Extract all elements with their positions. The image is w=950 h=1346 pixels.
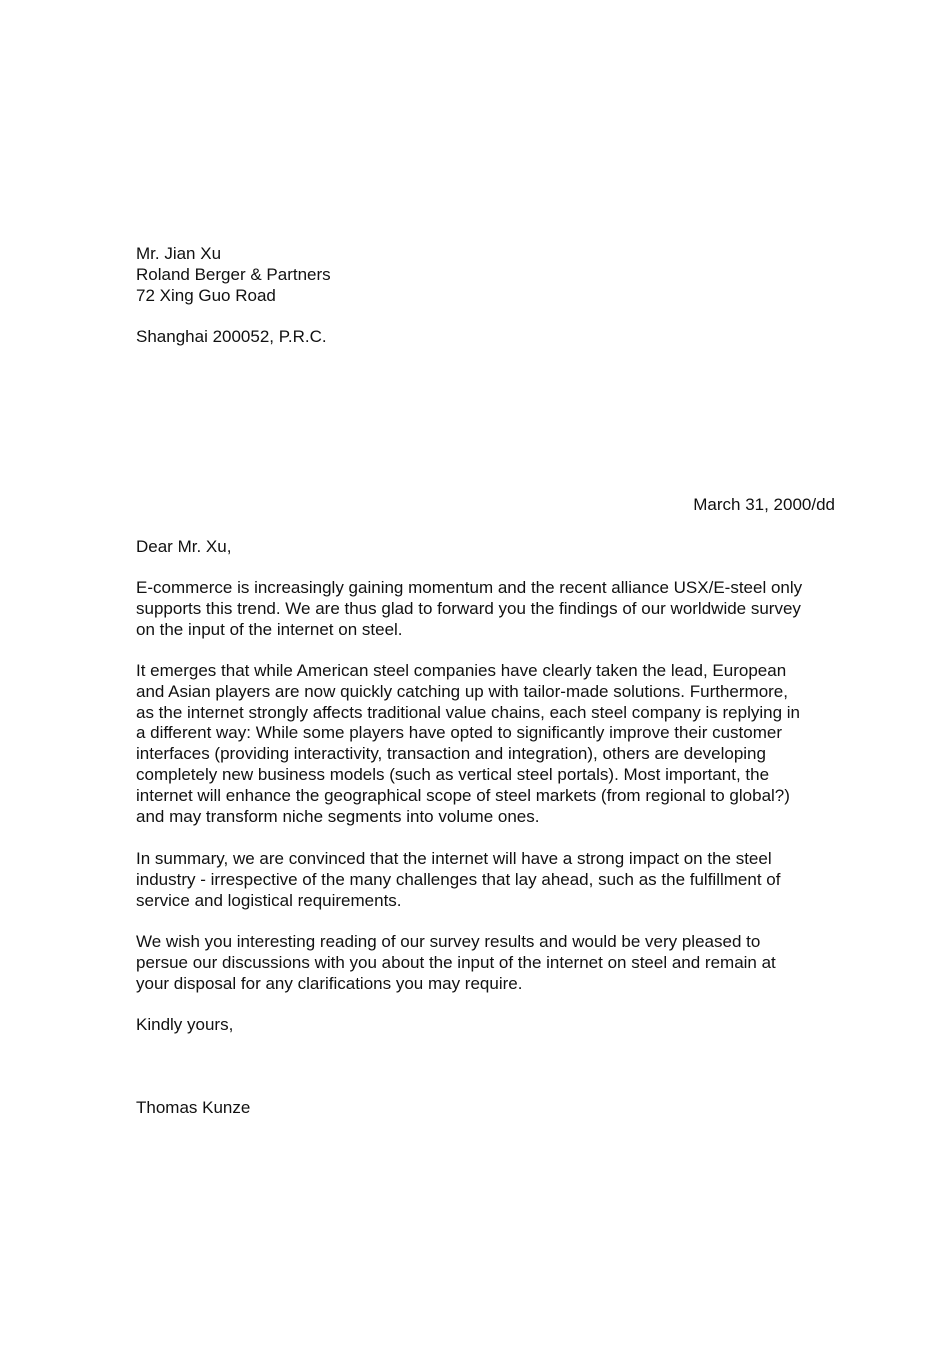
paragraph-line: internet will enhance the geographical scope of steel markets (from regional to global?) — [136, 785, 790, 805]
letter-date: March 31, 2000/dd — [693, 495, 835, 514]
signature — [136, 1098, 836, 1119]
paragraph-line: industry - irrespective of the many challenges that lay ahead, such as the fulfillment of — [136, 869, 781, 889]
signature-name: Thomas Kunze — [136, 1098, 251, 1117]
paragraph-line: as the internet strongly affects traditional value chains, each steel company is replying in — [136, 702, 800, 722]
paragraph-line: and may transform niche segments into volume ones. — [136, 806, 540, 826]
paragraph-line: supports this trend. We are thus glad to forward you the findings of our worldwide survey — [136, 598, 801, 618]
paragraph-findings — [136, 661, 836, 827]
paragraph-line: a different way: While some players have opted to significantly improve their customer — [136, 723, 782, 743]
paragraph-intro — [136, 578, 836, 640]
paragraph-line: In summary, we are convinced that the internet will have a strong impact on the steel — [136, 849, 772, 868]
paragraph-line: E-commerce is increasingly gaining momentum and the recent alliance USX/E-steel only — [136, 578, 803, 597]
recipient-name: Mr. Jian Xu — [136, 244, 222, 263]
paragraph-line: persue our discussions with you about the input of the internet on steel and remain at — [136, 952, 776, 972]
recipient-city: Shanghai 200052, P.R.C. — [136, 327, 327, 346]
paragraph-line: on the input of the internet on steel. — [136, 619, 403, 639]
recipient-address — [136, 244, 836, 306]
paragraph-closing-remarks — [136, 932, 836, 994]
paragraph-line: and Asian players are now quickly catching up with tailor-made solutions. Furthermore, — [136, 681, 788, 701]
paragraph-line: It emerges that while American steel companies have clearly taken the lead, European — [136, 661, 787, 680]
paragraph-line: We wish you interesting reading of our survey results and would be very pleased to — [136, 932, 761, 951]
paragraph-line: your disposal for any clarifications you may require. — [136, 973, 523, 993]
recipient-street: 72 Xing Guo Road — [136, 285, 276, 305]
paragraph-line: service and logistical requirements. — [136, 890, 402, 910]
salutation-text: Dear Mr. Xu, — [136, 537, 232, 556]
closing — [136, 1015, 836, 1036]
paragraph-summary — [136, 849, 836, 911]
recipient-company: Roland Berger & Partners — [136, 264, 331, 284]
closing-text: Kindly yours, — [136, 1015, 234, 1034]
recipient-city-block — [136, 327, 836, 348]
paragraph-line: completely new business models (such as vertical steel portals). Most important, the — [136, 764, 770, 784]
salutation — [136, 537, 836, 558]
paragraph-line: interfaces (providing interactivity, transaction and integration), others are developing — [136, 744, 766, 764]
